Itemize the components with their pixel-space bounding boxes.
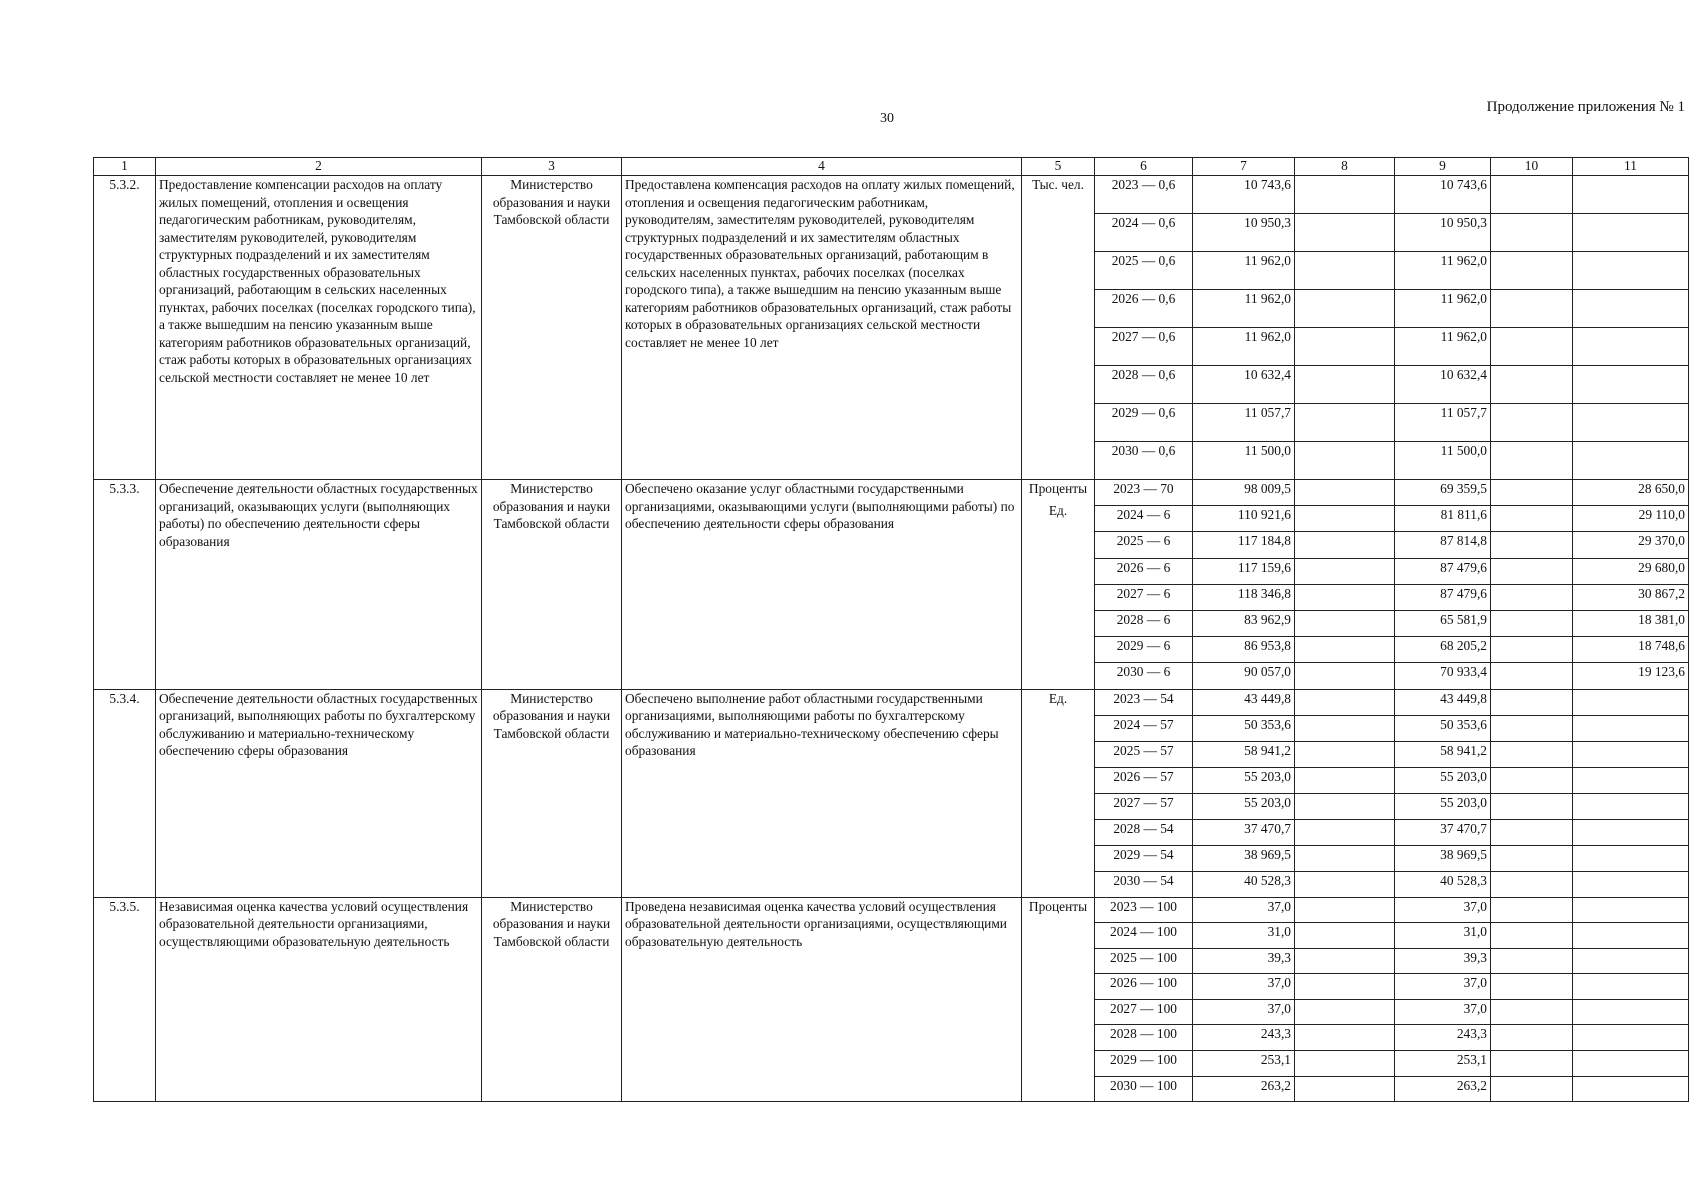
amount-col-8 — [1295, 480, 1395, 506]
amount-col-8 — [1295, 404, 1395, 442]
unit-of-measure — [1022, 480, 1095, 690]
amount-total: 110 921,6 — [1193, 506, 1295, 532]
amount-regional: 11 500,0 — [1395, 442, 1491, 480]
indicator-year-value: 2030 — 100 — [1095, 1076, 1193, 1102]
amount-regional: 38 969,5 — [1395, 845, 1491, 871]
amount-regional: 43 449,8 — [1395, 689, 1491, 715]
amount-col-8 — [1295, 214, 1395, 252]
amount-col-8 — [1295, 1051, 1395, 1077]
amount-col-10 — [1491, 974, 1573, 1000]
amount-col-10 — [1491, 442, 1573, 480]
amount-col-10 — [1491, 819, 1573, 845]
column-header: 11 — [1573, 158, 1689, 176]
amount-col-11 — [1573, 1051, 1689, 1077]
amount-col-11 — [1573, 176, 1689, 214]
indicator-year-value: 2029 — 54 — [1095, 845, 1193, 871]
amount-regional: 55 203,0 — [1395, 793, 1491, 819]
indicator-year-value: 2024 — 0,6 — [1095, 214, 1193, 252]
unit-label: Тыс. чел. — [1032, 177, 1084, 192]
result-description: Предоставлена компенсация расходов на оплату жилых помещений, отопления и освещения педагогическим работникам, руководителям, заместителям руководителей, руководителям структурных подразделений и их заместителям областных государственных образовательных организаций, работающим в сельских населенных пунктах, рабочих поселках (поселках городского типа), а также вышедшим на пенсию указанным выше категориям работников образовательных организаций, стаж работы которых в образовательных организациях сельской местности составляет не менее 10 лет — [622, 176, 1022, 480]
column-header: 6 — [1095, 158, 1193, 176]
amount-col-8 — [1295, 897, 1395, 923]
indicator-year-value: 2030 — 6 — [1095, 663, 1193, 689]
indicator-year-value: 2027 — 100 — [1095, 999, 1193, 1025]
amount-col-8 — [1295, 767, 1395, 793]
amount-col-11: 29 680,0 — [1573, 558, 1689, 584]
amount-total: 118 346,8 — [1193, 584, 1295, 610]
amount-col-10 — [1491, 252, 1573, 290]
amount-col-10 — [1491, 741, 1573, 767]
amount-col-8 — [1295, 793, 1395, 819]
result-description: Обеспечено выполнение работ областными государственными организациями, выполняющими работы по бухгалтерскому обслуживанию и материально-техническому обеспечению сферы образования — [622, 689, 1022, 897]
amount-regional: 87 814,8 — [1395, 532, 1491, 558]
unit-of-measure — [1022, 176, 1095, 480]
table-row — [94, 176, 1689, 214]
executor: Министерство образования и науки Тамбовской области — [482, 480, 622, 690]
amount-total: 243,3 — [1193, 1025, 1295, 1051]
amount-col-8 — [1295, 1076, 1395, 1102]
amount-total: 37,0 — [1193, 999, 1295, 1025]
amount-col-8 — [1295, 1025, 1395, 1051]
amount-col-11 — [1573, 819, 1689, 845]
amount-regional: 50 353,6 — [1395, 715, 1491, 741]
indicator-year-value: 2027 — 0,6 — [1095, 328, 1193, 366]
amount-total: 98 009,5 — [1193, 480, 1295, 506]
table-row — [94, 897, 1689, 923]
amount-total: 58 941,2 — [1193, 741, 1295, 767]
data-table — [93, 157, 1689, 1102]
column-header: 1 — [94, 158, 156, 176]
unit-label: Проценты — [1028, 481, 1088, 496]
amount-col-11 — [1573, 793, 1689, 819]
amount-col-11 — [1573, 366, 1689, 404]
indicator-year-value: 2026 — 100 — [1095, 974, 1193, 1000]
amount-col-10 — [1491, 689, 1573, 715]
unit-label: Ед. — [1048, 502, 1068, 518]
indicator-year-value: 2026 — 0,6 — [1095, 290, 1193, 328]
amount-col-11 — [1573, 974, 1689, 1000]
amount-col-10 — [1491, 637, 1573, 663]
amount-col-10 — [1491, 532, 1573, 558]
amount-total: 39,3 — [1193, 948, 1295, 974]
amount-regional: 39,3 — [1395, 948, 1491, 974]
indicator-year-value: 2023 — 70 — [1095, 480, 1193, 506]
amount-regional: 58 941,2 — [1395, 741, 1491, 767]
amount-col-11: 30 867,2 — [1573, 584, 1689, 610]
amount-col-8 — [1295, 558, 1395, 584]
amount-col-11: 18 748,6 — [1573, 637, 1689, 663]
amount-regional: 40 528,3 — [1395, 871, 1491, 897]
page-number: 30 — [880, 111, 894, 126]
amount-col-8 — [1295, 974, 1395, 1000]
amount-total: 43 449,8 — [1193, 689, 1295, 715]
amount-total: 37,0 — [1193, 974, 1295, 1000]
unit-label: Ед. — [1048, 690, 1068, 706]
amount-col-10 — [1491, 1076, 1573, 1102]
column-header: 4 — [622, 158, 1022, 176]
amount-col-8 — [1295, 741, 1395, 767]
amount-col-8 — [1295, 328, 1395, 366]
indicator-year-value: 2030 — 0,6 — [1095, 442, 1193, 480]
amount-regional: 37 470,7 — [1395, 819, 1491, 845]
indicator-year-value: 2027 — 57 — [1095, 793, 1193, 819]
indicator-year-value: 2028 — 100 — [1095, 1025, 1193, 1051]
column-header: 7 — [1193, 158, 1295, 176]
indicator-year-value: 2027 — 6 — [1095, 584, 1193, 610]
amount-col-10 — [1491, 663, 1573, 689]
amount-col-11 — [1573, 404, 1689, 442]
amount-total: 263,2 — [1193, 1076, 1295, 1102]
amount-total: 11 962,0 — [1193, 328, 1295, 366]
amount-total: 10 632,4 — [1193, 366, 1295, 404]
amount-col-8 — [1295, 663, 1395, 689]
unit-label: Проценты — [1028, 898, 1088, 914]
amount-total: 117 184,8 — [1193, 532, 1295, 558]
amount-regional: 10 743,6 — [1395, 176, 1491, 214]
amount-total: 10 743,6 — [1193, 176, 1295, 214]
indicator-year-value: 2029 — 100 — [1095, 1051, 1193, 1077]
amount-col-11 — [1573, 290, 1689, 328]
row-number: 5.3.5. — [94, 897, 156, 1102]
amount-regional: 37,0 — [1395, 999, 1491, 1025]
amount-col-10 — [1491, 948, 1573, 974]
amount-col-11: 28 650,0 — [1573, 480, 1689, 506]
amount-col-8 — [1295, 366, 1395, 404]
amount-col-10 — [1491, 328, 1573, 366]
amount-col-11 — [1573, 442, 1689, 480]
amount-total: 31,0 — [1193, 923, 1295, 949]
indicator-year-value: 2023 — 0,6 — [1095, 176, 1193, 214]
amount-total: 40 528,3 — [1193, 871, 1295, 897]
amount-col-8 — [1295, 819, 1395, 845]
amount-col-10 — [1491, 715, 1573, 741]
row-number: 5.3.3. — [94, 480, 156, 690]
amount-col-8 — [1295, 252, 1395, 290]
amount-col-11 — [1573, 871, 1689, 897]
amount-col-10 — [1491, 767, 1573, 793]
amount-col-8 — [1295, 532, 1395, 558]
amount-col-10 — [1491, 793, 1573, 819]
amount-total: 38 969,5 — [1193, 845, 1295, 871]
amount-regional: 87 479,6 — [1395, 558, 1491, 584]
amount-col-10 — [1491, 176, 1573, 214]
amount-col-11: 18 381,0 — [1573, 610, 1689, 636]
amount-col-10 — [1491, 610, 1573, 636]
amount-col-8 — [1295, 610, 1395, 636]
indicator-year-value: 2025 — 100 — [1095, 948, 1193, 974]
amount-total: 11 962,0 — [1193, 290, 1295, 328]
amount-col-11 — [1573, 948, 1689, 974]
amount-regional: 87 479,6 — [1395, 584, 1491, 610]
measure-name: Обеспечение деятельности областных государственных организаций, выполняющих работы по бухгалтерскому обслуживанию и материально-техническому обеспечению сферы образования — [156, 689, 482, 897]
result-description: Проведена независимая оценка качества условий осуществления образовательной деятельности организациями, осуществляющими образовательную деятельность — [622, 897, 1022, 1102]
indicator-year-value: 2025 — 0,6 — [1095, 252, 1193, 290]
amount-col-10 — [1491, 366, 1573, 404]
amount-total: 55 203,0 — [1193, 793, 1295, 819]
amount-total: 11 057,7 — [1193, 404, 1295, 442]
amount-col-10 — [1491, 871, 1573, 897]
amount-col-8 — [1295, 176, 1395, 214]
row-number: 5.3.4. — [94, 689, 156, 897]
table-row — [94, 689, 1689, 715]
indicator-year-value: 2023 — 100 — [1095, 897, 1193, 923]
amount-col-8 — [1295, 637, 1395, 663]
amount-col-10 — [1491, 290, 1573, 328]
amount-total: 10 950,3 — [1193, 214, 1295, 252]
amount-regional: 70 933,4 — [1395, 663, 1491, 689]
amount-col-11: 29 110,0 — [1573, 506, 1689, 532]
amount-regional: 263,2 — [1395, 1076, 1491, 1102]
amount-regional: 253,1 — [1395, 1051, 1491, 1077]
column-header: 2 — [156, 158, 482, 176]
amount-col-11 — [1573, 689, 1689, 715]
amount-total: 253,1 — [1193, 1051, 1295, 1077]
amount-col-11 — [1573, 715, 1689, 741]
amount-col-11 — [1573, 328, 1689, 366]
amount-col-11: 19 123,6 — [1573, 663, 1689, 689]
amount-total: 50 353,6 — [1193, 715, 1295, 741]
amount-total: 11 500,0 — [1193, 442, 1295, 480]
amount-col-11 — [1573, 923, 1689, 949]
indicator-year-value: 2023 — 54 — [1095, 689, 1193, 715]
amount-regional: 65 581,9 — [1395, 610, 1491, 636]
amount-col-10 — [1491, 584, 1573, 610]
amount-col-8 — [1295, 442, 1395, 480]
amount-total: 55 203,0 — [1193, 767, 1295, 793]
amount-col-8 — [1295, 715, 1395, 741]
amount-regional: 11 962,0 — [1395, 328, 1491, 366]
measure-name: Обеспечение деятельности областных государственных организаций, оказывающих услуги (выполняющих работы) по обеспечению деятельности сферы образования — [156, 480, 482, 690]
amount-regional: 55 203,0 — [1395, 767, 1491, 793]
indicator-year-value: 2028 — 0,6 — [1095, 366, 1193, 404]
amount-col-11: 29 370,0 — [1573, 532, 1689, 558]
amount-col-10 — [1491, 999, 1573, 1025]
amount-regional: 81 811,6 — [1395, 506, 1491, 532]
indicator-year-value: 2028 — 6 — [1095, 610, 1193, 636]
indicator-year-value: 2026 — 6 — [1095, 558, 1193, 584]
amount-total: 86 953,8 — [1193, 637, 1295, 663]
indicator-year-value: 2024 — 100 — [1095, 923, 1193, 949]
amount-total: 11 962,0 — [1193, 252, 1295, 290]
amount-total: 83 962,9 — [1193, 610, 1295, 636]
amount-col-8 — [1295, 845, 1395, 871]
indicator-year-value: 2029 — 0,6 — [1095, 404, 1193, 442]
executor: Министерство образования и науки Тамбовской области — [482, 689, 622, 897]
column-header: 8 — [1295, 158, 1395, 176]
amount-col-10 — [1491, 404, 1573, 442]
appendix-note: Продолжение приложения № 1 — [1486, 99, 1685, 115]
amount-col-10 — [1491, 214, 1573, 252]
amount-regional: 11 962,0 — [1395, 290, 1491, 328]
indicator-year-value: 2025 — 6 — [1095, 532, 1193, 558]
amount-regional: 37,0 — [1395, 897, 1491, 923]
amount-col-8 — [1295, 948, 1395, 974]
amount-col-8 — [1295, 923, 1395, 949]
unit-of-measure — [1022, 689, 1095, 897]
amount-col-11 — [1573, 845, 1689, 871]
column-header: 5 — [1022, 158, 1095, 176]
amount-regional: 31,0 — [1395, 923, 1491, 949]
amount-col-10 — [1491, 897, 1573, 923]
amount-col-8 — [1295, 584, 1395, 610]
amount-regional: 11 057,7 — [1395, 404, 1491, 442]
column-header: 3 — [482, 158, 622, 176]
amount-col-11 — [1573, 897, 1689, 923]
executor: Министерство образования и науки Тамбовской области — [482, 176, 622, 480]
indicator-year-value: 2026 — 57 — [1095, 767, 1193, 793]
amount-col-8 — [1295, 871, 1395, 897]
indicator-year-value: 2029 — 6 — [1095, 637, 1193, 663]
amount-col-10 — [1491, 845, 1573, 871]
amount-col-10 — [1491, 923, 1573, 949]
amount-col-11 — [1573, 214, 1689, 252]
unit-of-measure — [1022, 897, 1095, 1102]
column-number-row — [94, 158, 1689, 176]
amount-col-8 — [1295, 290, 1395, 328]
amount-regional: 69 359,5 — [1395, 480, 1491, 506]
indicator-year-value: 2024 — 57 — [1095, 715, 1193, 741]
indicator-year-value: 2025 — 57 — [1095, 741, 1193, 767]
column-header: 9 — [1395, 158, 1491, 176]
amount-col-11 — [1573, 1025, 1689, 1051]
amount-total: 37 470,7 — [1193, 819, 1295, 845]
indicator-year-value: 2028 — 54 — [1095, 819, 1193, 845]
amount-col-8 — [1295, 506, 1395, 532]
amount-col-11 — [1573, 1076, 1689, 1102]
column-header: 10 — [1491, 158, 1573, 176]
amount-regional: 68 205,2 — [1395, 637, 1491, 663]
row-number: 5.3.2. — [94, 176, 156, 480]
amount-regional: 37,0 — [1395, 974, 1491, 1000]
amount-col-10 — [1491, 1051, 1573, 1077]
amount-regional: 10 632,4 — [1395, 366, 1491, 404]
amount-col-11 — [1573, 767, 1689, 793]
measure-name: Предоставление компенсации расходов на оплату жилых помещений, отопления и освещения педагогическим работникам, руководителям, заместителям руководителей, руководителям структурных подразделений и их заместителям областных государственных образовательных организаций, работающим в сельских населенных пунктах, рабочих поселках (поселках городского типа), а также вышедшим на пенсию указанным выше категориям работников образовательных организаций, стаж работы которых в образовательных организациях сельской местности составляет не менее 10 лет — [156, 176, 482, 480]
indicator-year-value: 2030 — 54 — [1095, 871, 1193, 897]
indicator-year-value: 2024 — 6 — [1095, 506, 1193, 532]
amount-total: 90 057,0 — [1193, 663, 1295, 689]
amount-col-11 — [1573, 252, 1689, 290]
amount-col-10 — [1491, 480, 1573, 506]
result-description: Обеспечено оказание услуг областными государственными организациями, оказывающими услуги (выполняющими работы) по обеспечению деятельности сферы образования — [622, 480, 1022, 690]
amount-regional: 243,3 — [1395, 1025, 1491, 1051]
amount-total: 117 159,6 — [1193, 558, 1295, 584]
table-row — [94, 480, 1689, 506]
amount-col-10 — [1491, 1025, 1573, 1051]
amount-total: 37,0 — [1193, 897, 1295, 923]
amount-regional: 10 950,3 — [1395, 214, 1491, 252]
amount-col-8 — [1295, 689, 1395, 715]
amount-col-8 — [1295, 999, 1395, 1025]
amount-col-11 — [1573, 741, 1689, 767]
amount-col-10 — [1491, 506, 1573, 532]
executor: Министерство образования и науки Тамбовской области — [482, 897, 622, 1102]
amount-col-11 — [1573, 999, 1689, 1025]
amount-regional: 11 962,0 — [1395, 252, 1491, 290]
measure-name: Независимая оценка качества условий осуществления образовательной деятельности организациями, осуществляющими образовательную деятельность — [156, 897, 482, 1102]
amount-col-10 — [1491, 558, 1573, 584]
